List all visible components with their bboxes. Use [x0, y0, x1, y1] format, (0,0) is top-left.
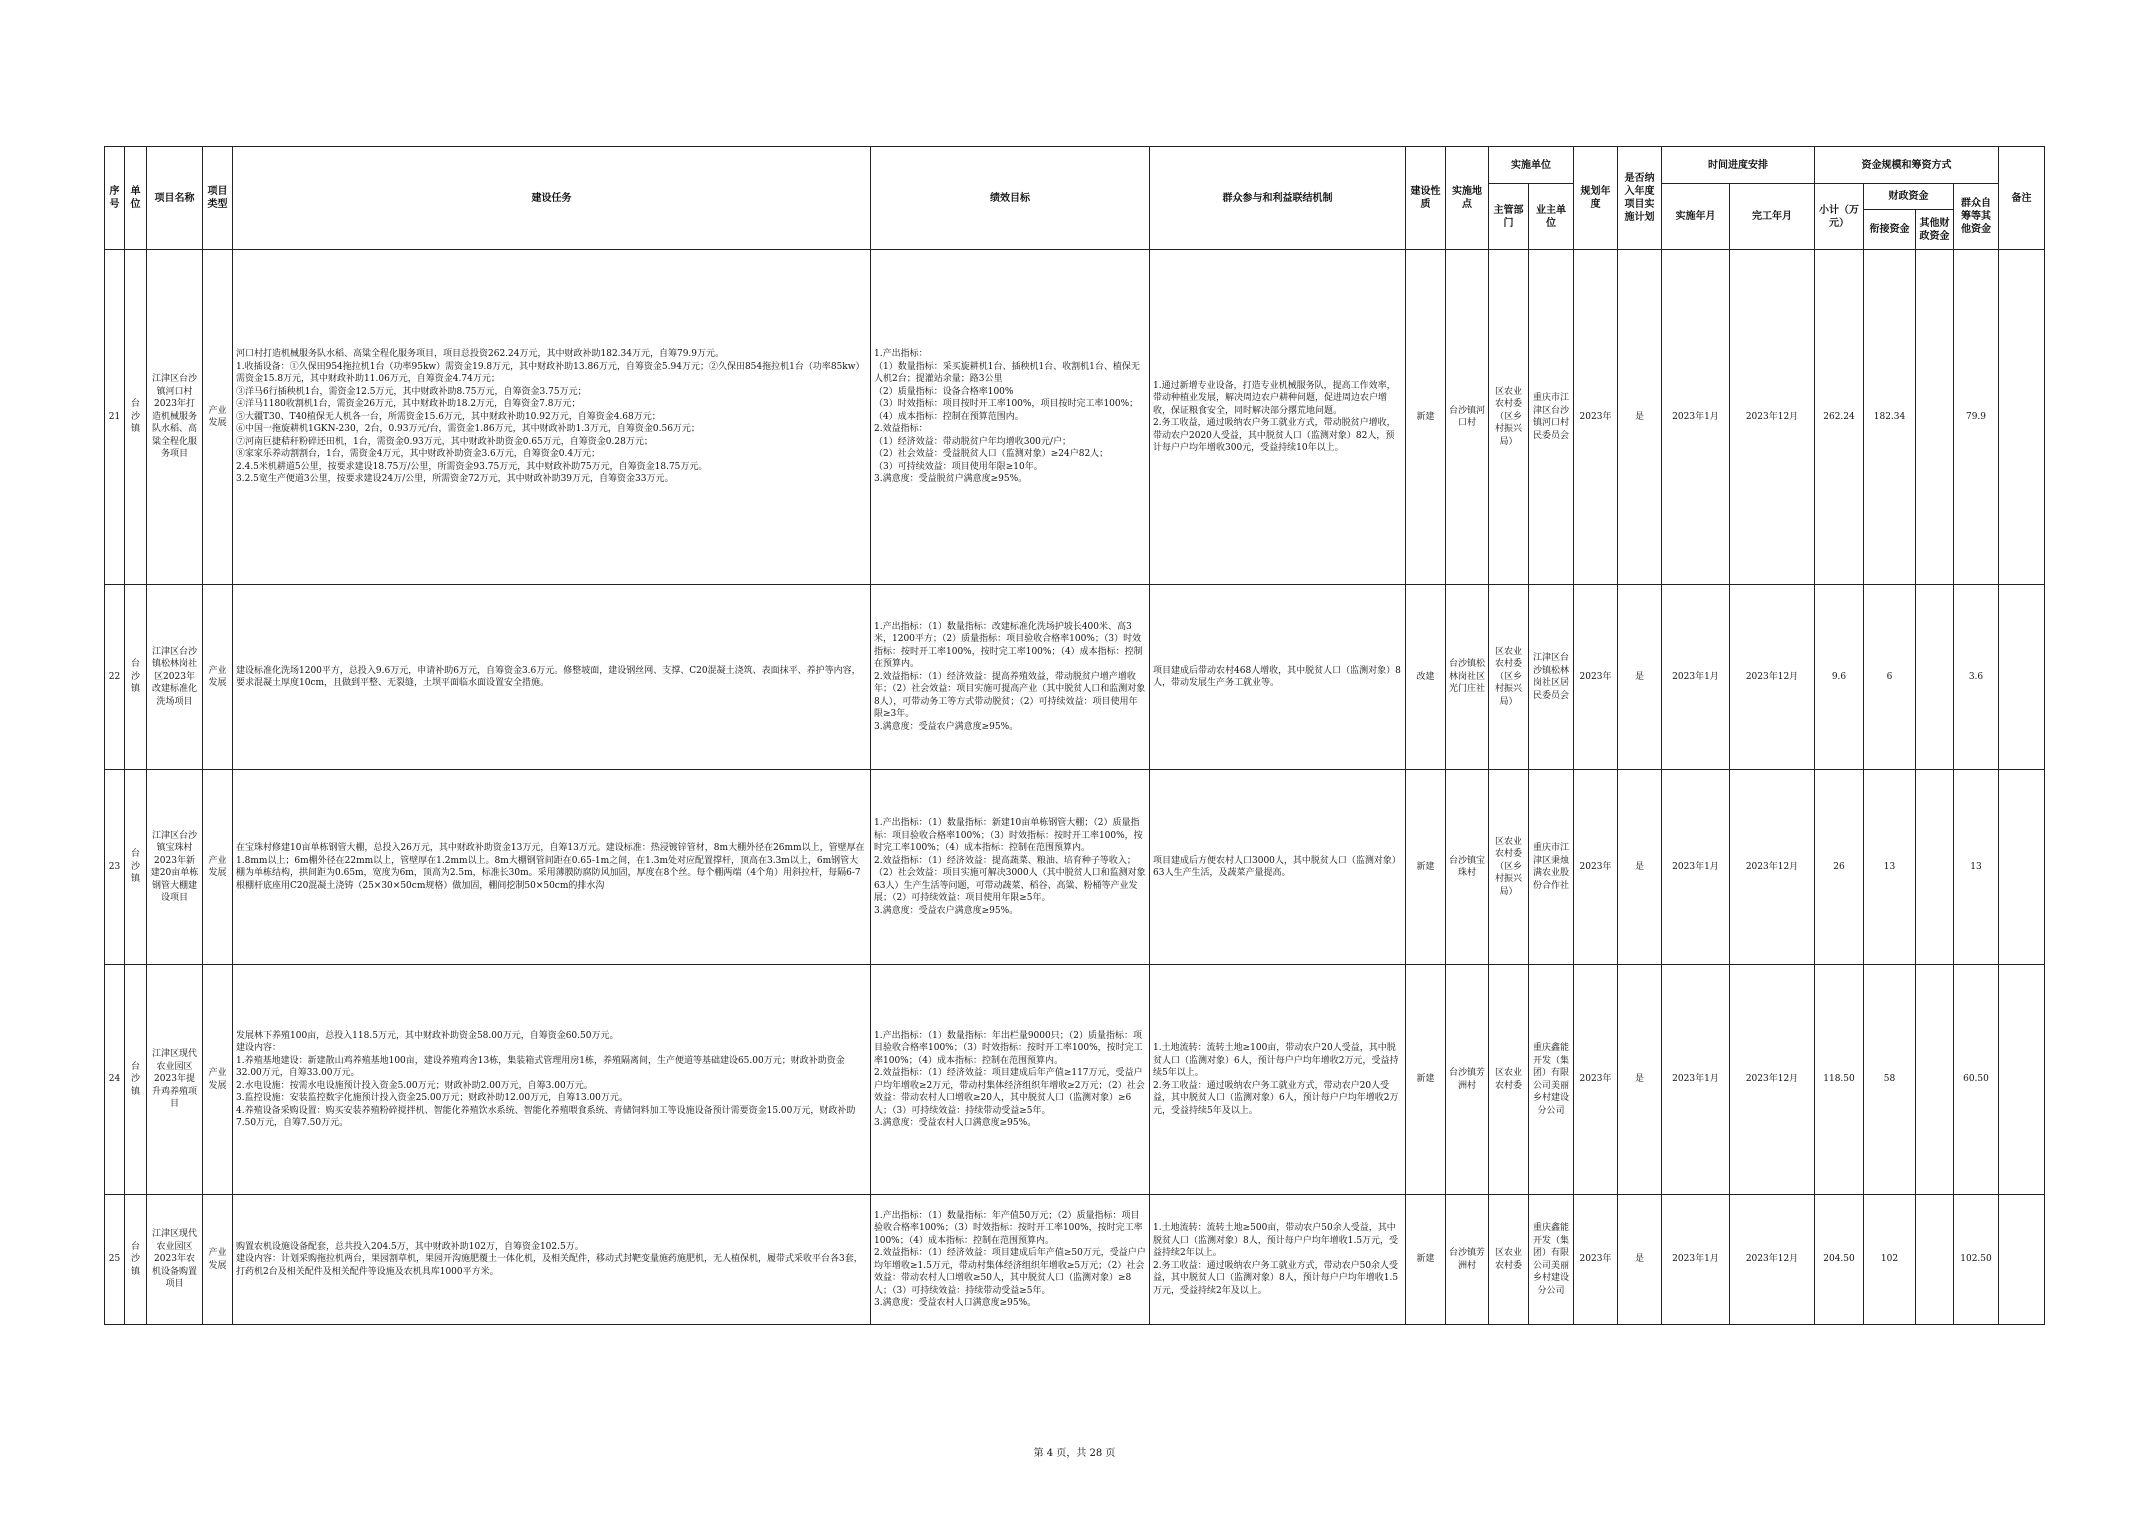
header-plan-year: 规划年度: [1574, 147, 1618, 250]
cell-self-raised: 102.50: [1954, 1195, 1999, 1325]
cell-goals: 1.产出指标：（1）数量指标：改建标准化洗场护坡长400米、高3米，1200平方；（2）质量指标：项目验收合格率100%；（3）时效指标：按时开工率100%，按时完工率100%；（4）成本指标：控制在预算内。 2.效益指标：（1）经济效益：提高养殖效益，带动脱贫户增产增收年；（2）社会效益：项目实施可提高产业（其中脱贫人口和监测对象8人），可带动务工等方式带动脱贫；（2）可持续效益：项目使用年限≥3年。 3.满意度：受益农户满意度≥95%。: [871, 585, 1150, 770]
cell-project-name: 江津区台沙镇松林岗社区2023年改建标准化洗场项目: [147, 585, 203, 770]
cell-goals: 1.产出指标：（1）数量指标：新建10亩单栋钢管大棚；（2）质量指标：项目验收合格率100%；（3）时效指标：按时开工率100%，按时完工率100%；（4）成本指标：控制在范围预算内。 2.效益指标：（1）经济效益：提高蔬菜、粮油、培育种子等收入；（2）社会效益：项目实施可解决3000人（其中脱贫人口和监测对象63人）生产生活等问题，可带动蔬菜、稻谷、高粱、粉桶等产业发展；（2）可持续效益：项目使用年限≥5年。 3.满意度：受益农户满意度≥95%。: [871, 770, 1150, 965]
header-goals: 绩效目标: [871, 147, 1150, 250]
cell-remark: [1999, 585, 2045, 770]
cell-start: 2023年1月: [1662, 965, 1730, 1195]
cell-owner: 江津区台沙镇松林岗社区居民委员会: [1529, 585, 1574, 770]
cell-dept: 区农业农村委（区乡村振兴局）: [1489, 770, 1529, 965]
cell-subtotal: 262.24: [1815, 250, 1864, 585]
cell-start: 2023年1月: [1662, 1195, 1730, 1325]
cell-self-raised: 3.6: [1954, 585, 1999, 770]
cell-link-funds: 58: [1864, 965, 1916, 1195]
cell-mechanism: 1.通过新增专业设备，打造专业机械服务队，提高工作效率，带动种植业发展，解决周边农户耕种问题，促进周边农户增收，保证粮食安全，同时解决部分撂荒地问题。 2.务工收益，通过吸纳农户务工就业方式，带动脱贫户增收，带动农户2020人受益，其中脱贫人口（监测对象）82人，预计每户户均年增收300元，受益持续10年以上。: [1150, 250, 1406, 585]
header-other-fiscal: 其他财政资金: [1916, 210, 1954, 250]
cell-project-type: 产业发展: [203, 250, 233, 585]
cell-finish: 2023年12月: [1730, 965, 1815, 1195]
cell-nature: 新建: [1406, 250, 1446, 585]
header-subtotal: 小计（万元）: [1815, 184, 1864, 250]
cell-seq: 23: [105, 770, 125, 965]
cell-nature: 新建: [1406, 1195, 1446, 1325]
cell-subtotal: 9.6: [1815, 585, 1864, 770]
header-tasks: 建设任务: [233, 147, 871, 250]
cell-mechanism: 1.土地流转：流转土地≥500亩，带动农户50余人受益，其中脱贫人口（监测对象）8人，预计每户户均年增收1.5万元，受益持续2年以上。 2.务工收益：通过吸纳农户务工就业方式，带动农户50余人受益，其中脱贫人口（监测对象）8人，预计每户户均年增收1.5万元，受益持续2年及以上。: [1150, 1195, 1406, 1325]
cell-plan-year: 2023年: [1574, 965, 1618, 1195]
cell-plan-year: 2023年: [1574, 770, 1618, 965]
cell-unit: 台沙镇: [125, 770, 147, 965]
cell-owner: 重庆鑫能开发（集团）有限公司美丽乡村建设分公司: [1529, 965, 1574, 1195]
cell-included: 是: [1618, 965, 1662, 1195]
header-link-funds: 衔接资金: [1864, 210, 1916, 250]
header-fiscal-group: 财政资金: [1864, 184, 1954, 210]
cell-project-type: 产业发展: [203, 1195, 233, 1325]
cell-dept: 区农业农村委（区乡村振兴局）: [1489, 585, 1529, 770]
cell-link-funds: 182.34: [1864, 250, 1916, 585]
cell-remark: [1999, 965, 2045, 1195]
table-row: [105, 585, 2045, 770]
cell-self-raised: 79.9: [1954, 250, 1999, 585]
cell-start: 2023年1月: [1662, 585, 1730, 770]
header-location: 实施地点: [1446, 147, 1489, 250]
header-owner: 业主单位: [1529, 184, 1574, 250]
cell-project-type: 产业发展: [203, 965, 233, 1195]
header-finish: 完工年月: [1730, 184, 1815, 250]
cell-goals: 1.产出指标： （1）数量指标：采买旋耕机1台、插秧机1台、收割机1台、植保无人机2台；提灌站余量；路3公里 （2）质量指标：设备合格率100% （3）时效指标：项目按时开工率100%，项目按时完工率100%； （4）成本指标：控制在预算范围内。 2.效益指标： （1）经济效益：带动脱贫户年均增收300元/户； （2）社会效益：受益脱贫人口（监测对象）≥24户82人； （3）可持续效益：项目使用年限≥10年。 3.满意度：受益脱贫户满意度≥95%。: [871, 250, 1150, 585]
cell-location: 台沙镇河口村: [1446, 250, 1489, 585]
cell-seq: 24: [105, 965, 125, 1195]
project-table: [104, 146, 2045, 1325]
cell-included: 是: [1618, 585, 1662, 770]
table-header: [105, 147, 2045, 250]
cell-included: 是: [1618, 770, 1662, 965]
cell-unit: 台沙镇: [125, 585, 147, 770]
cell-start: 2023年1月: [1662, 250, 1730, 585]
cell-tasks: 购置农机设施设备配套，总共投入204.5万，其中财政补助102万，自筹资金102.5万。 建设内容：计划采购拖拉机两台，果园割草机，果园开沟施肥覆土一体化机，及相关配件，移动式封靶变量施药施肥机，无人植保机，履带式采收平台各3套，打药机2台及相关配件及相关配件等设施及农机具库1000平方米。: [233, 1195, 871, 1325]
table-body: [105, 250, 2045, 1325]
cell-included: 是: [1618, 250, 1662, 585]
cell-finish: 2023年12月: [1730, 250, 1815, 585]
header-mechanism: 群众参与和利益联结机制: [1150, 147, 1406, 250]
cell-link-funds: 6: [1864, 585, 1916, 770]
cell-project-name: 江津区台沙镇宝珠村2023年新建20亩单栋钢管大棚建设项目: [147, 770, 203, 965]
cell-location: 台沙镇松林岗社区光门庄社: [1446, 585, 1489, 770]
header-project-type: 项目类型: [203, 147, 233, 250]
cell-finish: 2023年12月: [1730, 770, 1815, 965]
header-impl-group: 实施单位: [1489, 147, 1574, 184]
cell-location: 台沙镇芳洲村: [1446, 965, 1489, 1195]
cell-owner: 重庆市江津区秉烛满农业股份合作社: [1529, 770, 1574, 965]
cell-project-name: 江津区现代农业园区2023年提升鸡养殖项目: [147, 965, 203, 1195]
cell-dept: 区农业农村委: [1489, 965, 1529, 1195]
cell-other-fiscal: [1916, 770, 1954, 965]
cell-owner: 重庆鑫能开发（集团）有限公司美丽乡村建设分公司: [1529, 1195, 1574, 1325]
cell-project-type: 产业发展: [203, 770, 233, 965]
cell-subtotal: 204.50: [1815, 1195, 1864, 1325]
cell-mechanism: 1.土地流转：流转土地≥100亩，带动农户20人受益，其中脱贫人口（监测对象）6人，预计每户户均年增收2万元，受益持续5年以上。 2.务工收益：通过吸纳农户务工就业方式，带动农户20人受益，其中脱贫人口（监测对象）6人，预计每户户均年增收2万元，受益持续5年及以上。: [1150, 965, 1406, 1195]
cell-plan-year: 2023年: [1574, 585, 1618, 770]
cell-goals: 1.产出指标：（1）数量指标：年产值50万元；（2）质量指标：项目验收合格率100%；（3）时效指标：按时开工率100%，按时完工率100%；（4）成本指标：控制在范围预算内。 2.效益指标：（1）经济效益：项目建成后年产值≥50万元，受益户户均年增收≥1.5万元，带动村集体经济组织年增收≥5万元；（2）社会效益：带动农村人口增收≥50人，其中脱贫人口（监测对象）≥8人；（3）可持续效益：持续带动受益≥5年。 3.满意度：受益农村人口满意度≥95%。: [871, 1195, 1150, 1325]
cell-finish: 2023年12月: [1730, 1195, 1815, 1325]
cell-seq: 22: [105, 585, 125, 770]
cell-other-fiscal: [1916, 250, 1954, 585]
cell-owner: 重庆市江津区台沙镇河口村民委员会: [1529, 250, 1574, 585]
cell-plan-year: 2023年: [1574, 1195, 1618, 1325]
cell-subtotal: 26: [1815, 770, 1864, 965]
cell-finish: 2023年12月: [1730, 585, 1815, 770]
header-included: 是否纳入年度项目实施计划: [1618, 147, 1662, 250]
cell-project-type: 产业发展: [203, 585, 233, 770]
cell-other-fiscal: [1916, 585, 1954, 770]
header-nature: 建设性质: [1406, 147, 1446, 250]
table-row: [105, 1195, 2045, 1325]
table-row: [105, 770, 2045, 965]
cell-tasks: 建设标准化洗场1200平方，总投入9.6万元，申请补助6万元，自筹资金3.6万元。修整坡面，建设钢丝网、支撑、C20混凝土浇筑、表面抹平、养护等内容，要求混凝土厚度10cm，且做到平整、无裂缝，土坝平面临水面设置安全措施。: [233, 585, 871, 770]
cell-nature: 改建: [1406, 585, 1446, 770]
cell-location: 台沙镇宝珠村: [1446, 770, 1489, 965]
header-start: 实施年月: [1662, 184, 1730, 250]
cell-remark: [1999, 770, 2045, 965]
header-project-name: 项目名称: [147, 147, 203, 250]
cell-unit: 台沙镇: [125, 1195, 147, 1325]
cell-mechanism: 项目建成后方便农村人口3000人，其中脱贫人口（监测对象）63人生产生活，及蔬菜产量提高。: [1150, 770, 1406, 965]
cell-unit: 台沙镇: [125, 965, 147, 1195]
cell-self-raised: 60.50: [1954, 965, 1999, 1195]
table-row: [105, 965, 2045, 1195]
header-funds-group: 资金规模和筹资方式: [1815, 147, 1999, 184]
cell-dept: 区农业农村委: [1489, 1195, 1529, 1325]
cell-tasks: 在宝珠村修建10亩单栋钢管大棚，总投入26万元，其中财政补助资金13万元，自筹13万元。建设标准：热浸镀锌管材，8m大棚外径在26mm以上，管壁厚在1.8mm以上；6m棚外径在22mm以上，管壁厚在1.2mm以上。8m大棚钢管间距在0.65-1m之间，在1.3m处对应配置撑杆，顶高在3.3m以上，6m钢管大棚为单栋结构，拱间距为0.65m，宽度为6m，顶高为2.5m，标准长30m。采用薄膜防腐防风加固，厚度在8个丝。每个棚两端（4个角）用斜拉杆，每隔6-7根棚杆底座用C20混凝土浇铸（25×30×50cm规格）做加固，棚间挖制50×50cm的排水沟: [233, 770, 871, 965]
cell-remark: [1999, 1195, 2045, 1325]
header-schedule-group: 时间进度安排: [1662, 147, 1815, 184]
cell-self-raised: 13: [1954, 770, 1999, 965]
cell-link-funds: 13: [1864, 770, 1916, 965]
cell-nature: 新建: [1406, 965, 1446, 1195]
cell-mechanism: 项目建成后带动农村468人增收，其中脱贫人口（监测对象）8人，带动发展生产务工就业等。: [1150, 585, 1406, 770]
cell-included: 是: [1618, 1195, 1662, 1325]
cell-subtotal: 118.50: [1815, 965, 1864, 1195]
page-number: 第 4 页，共 28 页: [1033, 1448, 1116, 1459]
cell-dept: 区农业农村委（区乡村振兴局）: [1489, 250, 1529, 585]
cell-location: 台沙镇芳洲村: [1446, 1195, 1489, 1325]
cell-start: 2023年1月: [1662, 770, 1730, 965]
header-seq: 序号: [105, 147, 125, 250]
cell-other-fiscal: [1916, 965, 1954, 1195]
cell-seq: 21: [105, 250, 125, 585]
cell-seq: 25: [105, 1195, 125, 1325]
cell-goals: 1.产出指标：（1）数量指标：年出栏量9000只；（2）质量指标：项目验收合格率100%；（3）时效指标：按时开工率100%，按时完工率100%；（4）成本指标：控制在范围预算内。 2.效益指标：（1）经济效益：项目建成后年产值≥117万元，受益户户均年增收≥2万元，带动村集体经济组织年增收≥2万元；（2）社会效益：带动农村人口增收≥20人，其中脱贫人口（监测对象）≥6人；（3）可持续效益：持续带动受益≥5年。 3.满意度：受益农村人口满意度≥95%。: [871, 965, 1150, 1195]
cell-plan-year: 2023年: [1574, 250, 1618, 585]
header-dept: 主管部门: [1489, 184, 1529, 250]
table-row: [105, 250, 2045, 585]
cell-project-name: 江津区台沙镇河口村2023年打造机械服务队水稻、高粱全程化服务项目: [147, 250, 203, 585]
header-remarks: 备注: [1999, 147, 2045, 250]
header-self-raised: 群众自筹等其他资金: [1954, 184, 1999, 250]
cell-other-fiscal: [1916, 1195, 1954, 1325]
cell-remark: [1999, 250, 2045, 585]
cell-nature: 新建: [1406, 770, 1446, 965]
cell-tasks: 发展林下养殖100亩，总投入118.5万元，其中财政补助资金58.00万元，自筹资金60.50万元。 建设内容： 1.养殖基地建设：新建散山鸡养殖基地100亩，建设养殖鸡舍13栋，集装箱式管理用房1栋，养殖隔离间，生产便道等基础建设65.00万元；财政补助资金32.00万元，自筹33.00万元。 2.水电设施：按需水电设施预计投入资金5.00万元；财政补助2.00万元，自筹3.00万元。 3.监控设施：安装监控数字化施预计投入资金25.00万元；财政补助12.00万元，自筹13.00万元。 4.养殖设备采购设置：购买安装养殖粉碎搅拌机、智能化养殖饮水系统、智能化养殖喂食系统、青储饲料加工等设施设备预计需要资金15.00万元，财政补助7.50万元，自筹7.50万元。: [233, 965, 871, 1195]
cell-link-funds: 102: [1864, 1195, 1916, 1325]
cell-unit: 台沙镇: [125, 250, 147, 585]
cell-project-name: 江津区现代农业园区2023年农机设备购置项目: [147, 1195, 203, 1325]
cell-tasks: 河口村打造机械服务队水稻、高粱全程化服务项目，项目总投资262.24万元，其中财政补助182.34万元，自筹79.9万元。 1.收插设备：①久保田954拖拉机1台（功率95kw）需资金19.8万元，其中财政补助13.86万元，自筹资金5.94万元；②久保田854拖拉机1台（功率85kw）需资金15.8万元，其中财政补助11.06万元，自筹资金4.74万元； ③洋马6行插秧机1台，需资金12.5万元，其中财政补助8.75万元，自筹资金3.75万元； ④洋马1180收割机1台，需资金26万元，其中财政补助18.2万元，自筹资金7.8万元； ⑤大疆T30、T40植保无人机各一台，所需资金15.6万元，其中财政补助10.92万元，自筹资金4.68万元； ⑥中国一拖旋耕机1GKN-230，2台，0.93万元/台，需资金1.86万元，其中财政补助1.3万元，自筹资金0.56万元； ⑦河南巨捷秸秆粉碎还田机，1台，需资金0.93万元，其中财政补助资金0.65万元，自筹资金0.28万元； ⑧家家乐养动割割台，1台，需资金4万元，其中财政补助资金3.6万元，自筹资金0.4万元； 2.4.5米机耕道5公里，按要求建设18.75万/公里，所需资金93.75万元，其中财政补助75万元，自筹资金18.75万元。 3.2.5宽生产便道3公里，按要求建设24万/公里，所需资金72万元，其中财政补助39万元，自筹资金33万元。: [233, 250, 871, 585]
header-unit: 单位: [125, 147, 147, 250]
